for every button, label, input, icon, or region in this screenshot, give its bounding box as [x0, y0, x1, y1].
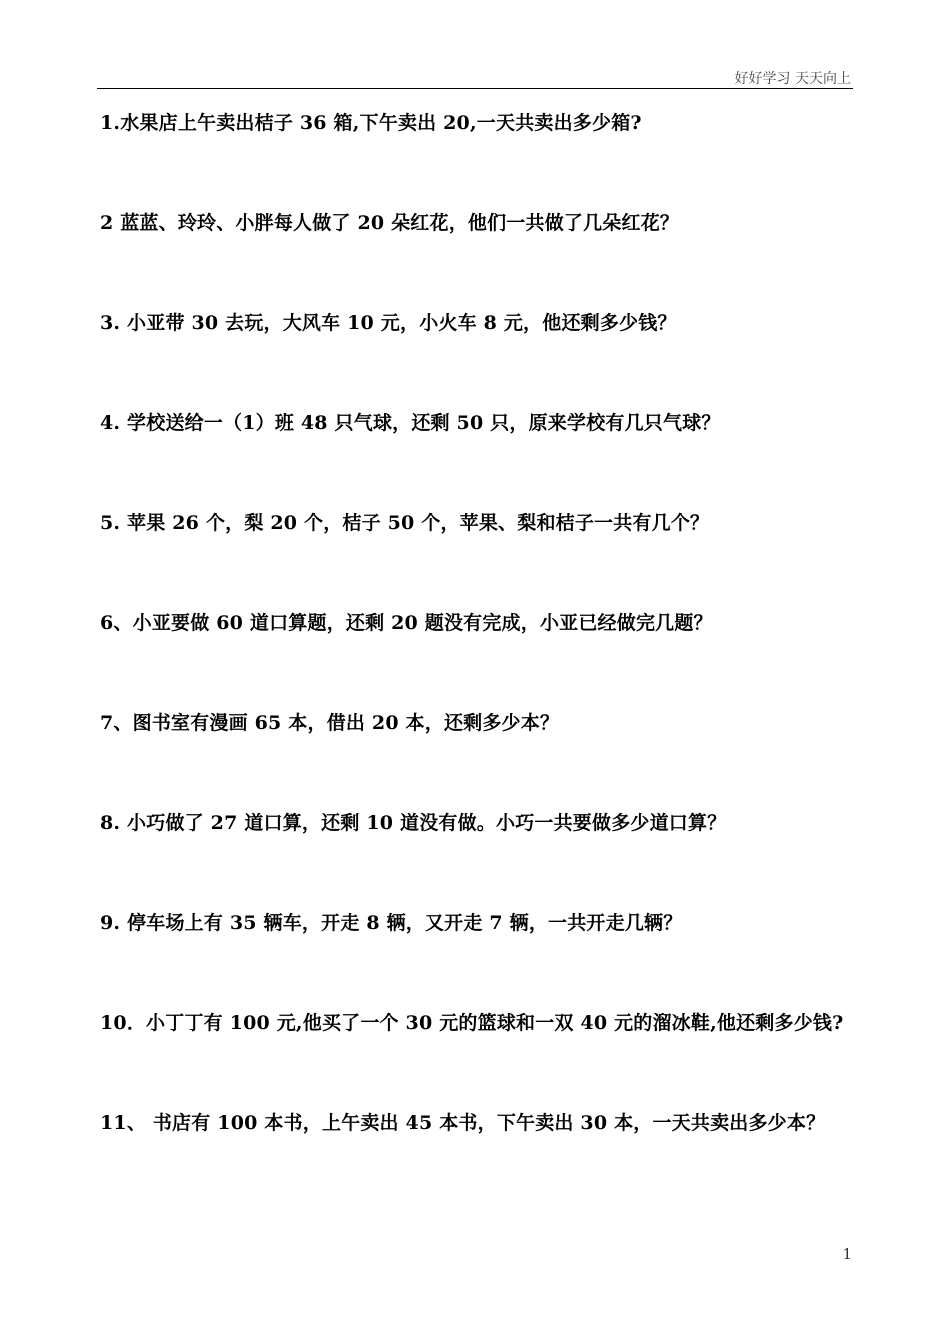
question-8: 8. 小巧做了 27 道口算，还剩 10 道没有做。小巧一共要做多少道口算？: [100, 812, 727, 834]
question-7: 7、图书室有漫画 65 本，借出 20 本，还剩多少本？: [100, 712, 560, 734]
question-6: 6、小亚要做 60 道口算题，还剩 20 题没有完成，小亚已经做完几题？: [100, 612, 713, 634]
page-header: [97, 66, 853, 89]
question-3: 3. 小亚带 30 去玩，大风车 10 元，小火车 8 元，他还剩多少钱？: [100, 312, 677, 334]
question-4: 4. 学校送给一（1）班 48 只气球，还剩 50 只，原来学校有几只气球？: [100, 412, 721, 434]
page-number: 1: [842, 1245, 852, 1263]
question-1: 1.水果店上午卖出桔子 36 箱,下午卖出 20,一天共卖出多少箱?: [100, 112, 642, 134]
question-list: [100, 98, 852, 1198]
header-text: 好好学习 天天向上: [734, 71, 851, 87]
question-9: 9. 停车场上有 35 辆车，开走 8 辆，又开走 7 辆，一共开走几辆？: [100, 912, 683, 934]
question-10: 10．小丁丁有 100 元,他买了一个 30 元的篮球和一双 40 元的溜冰鞋,他还剩多少钱?: [100, 1012, 844, 1034]
question-5: 5. 苹果 26 个，梨 20 个，桔子 50 个，苹果、梨和桔子一共有几个？: [100, 512, 710, 534]
question-11: 11、 书店有 100 本书，上午卖出 45 本书，下午卖出 30 本，一天共卖出多少本？: [100, 1112, 826, 1134]
question-2: 2 蓝蓝、玲玲、小胖每人做了 20 朵红花，他们一共做了几朵红花？: [100, 212, 680, 234]
